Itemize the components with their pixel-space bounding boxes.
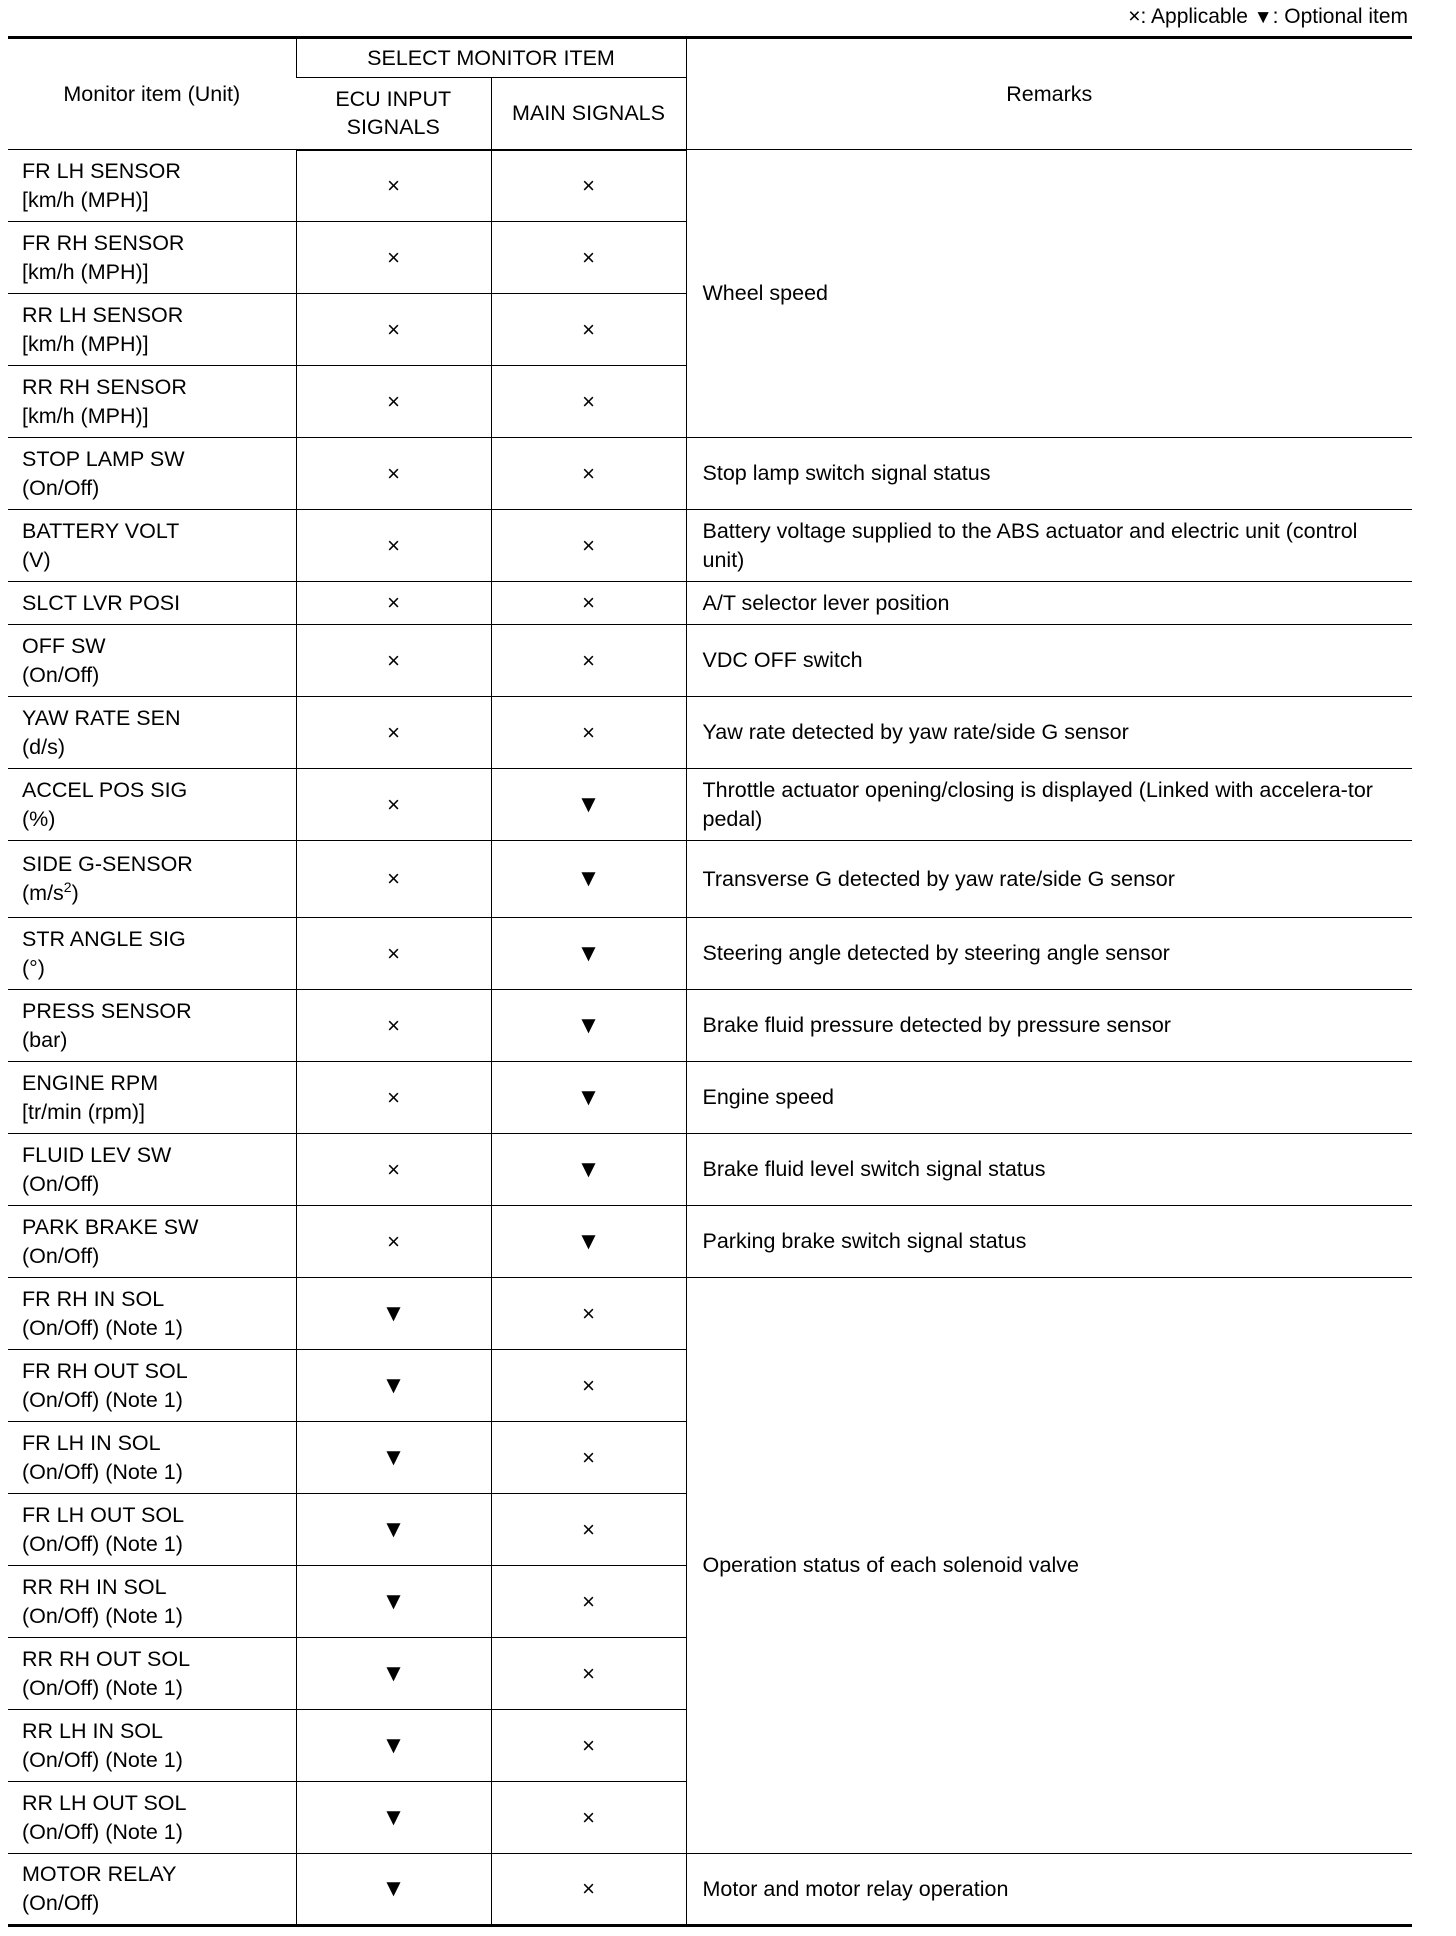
monitor-item-unit: (bar) <box>22 1027 68 1052</box>
monitor-item-unit: (On/Off) (Note 1) <box>22 1459 183 1484</box>
monitor-item-cell <box>8 582 296 625</box>
table-row <box>8 582 1412 625</box>
monitor-item-unit: (On/Off) (Note 1) <box>22 1819 183 1844</box>
ecu-input-mark-cell <box>296 1638 491 1710</box>
table-row <box>8 1062 1412 1134</box>
applicable-icon: × <box>582 172 595 198</box>
monitor-item-unit: (°) <box>22 955 45 980</box>
monitor-item-name: RR RH OUT SOL <box>22 1646 191 1671</box>
remark-cell: Stop lamp switch signal status <box>686 438 1412 510</box>
ecu-input-mark-cell <box>296 697 491 769</box>
monitor-item-unit: [km/h (MPH)] <box>22 187 149 212</box>
main-signals-mark-cell <box>491 625 686 697</box>
applicable-icon: × <box>582 316 595 342</box>
applicable-icon: × <box>387 460 400 486</box>
main-signals-mark-cell <box>491 1278 686 1350</box>
header-remarks: Remarks <box>686 38 1412 150</box>
monitor-item-cell <box>8 625 296 697</box>
remark-cell: Motor and motor relay operation <box>686 1854 1412 1926</box>
main-signals-mark-cell <box>491 769 686 841</box>
monitor-item-cell <box>8 1854 296 1926</box>
applicable-icon: × <box>582 1300 595 1326</box>
monitor-item-table <box>8 36 1412 1927</box>
monitor-item-name: PRESS SENSOR <box>22 998 192 1023</box>
applicable-icon: × <box>582 532 595 558</box>
remark-cell: Parking brake switch signal status <box>686 1206 1412 1278</box>
monitor-item-cell <box>8 1062 296 1134</box>
main-signals-mark-cell <box>491 1134 686 1206</box>
applicable-icon: × <box>387 316 400 342</box>
monitor-item-cell <box>8 1278 296 1350</box>
table-row <box>8 1134 1412 1206</box>
optional-item-icon: ▼ <box>381 1587 406 1615</box>
applicable-icon: × <box>387 719 400 745</box>
optional-item-icon: ▼ <box>576 1155 601 1183</box>
remark-cell: Wheel speed <box>686 150 1412 438</box>
monitor-item-cell <box>8 1350 296 1422</box>
monitor-item-name: FR LH IN SOL <box>22 1430 161 1455</box>
main-signals-mark-cell <box>491 582 686 625</box>
legend <box>8 4 1408 31</box>
applicable-icon: × <box>582 719 595 745</box>
applicable-icon: × <box>582 244 595 270</box>
applicable-icon: × <box>582 1876 595 1901</box>
monitor-item-name: PARK BRAKE SW <box>22 1214 199 1239</box>
ecu-input-mark-cell <box>296 1854 491 1926</box>
monitor-item-unit: (On/Off) (Note 1) <box>22 1315 183 1340</box>
monitor-item-name: MOTOR RELAY <box>22 1862 177 1886</box>
main-signals-mark-cell <box>491 1710 686 1782</box>
table-row <box>8 1206 1412 1278</box>
remark-cell: Brake fluid pressure detected by pressure sensor <box>686 990 1412 1062</box>
optional-item-icon: ▼ <box>381 1443 406 1471</box>
applicable-icon: × <box>387 172 400 198</box>
monitor-item-name: FR LH SENSOR <box>22 158 181 183</box>
monitor-item-cell <box>8 438 296 510</box>
ecu-input-mark-cell <box>296 1206 491 1278</box>
applicable-icon: × <box>387 388 400 414</box>
ecu-input-mark-cell <box>296 1278 491 1350</box>
remark-cell: Battery voltage supplied to the ABS actuator and electric unit (control unit) <box>686 510 1412 582</box>
monitor-item-unit: [tr/min (rpm)] <box>22 1099 146 1124</box>
applicable-icon: × <box>582 1588 595 1614</box>
remark-cell: Brake fluid level switch signal status <box>686 1134 1412 1206</box>
monitor-item-name: BATTERY VOLT <box>22 518 180 543</box>
remark-cell: Throttle actuator opening/closing is displayed (Linked with accelera-tor pedal) <box>686 769 1412 841</box>
table-row <box>8 510 1412 582</box>
monitor-item-cell <box>8 841 296 918</box>
monitor-item-name: YAW RATE SEN <box>22 705 181 730</box>
remark-cell: Transverse G detected by yaw rate/side G sensor <box>686 841 1412 918</box>
applicable-icon: × <box>582 590 595 615</box>
monitor-item-name: OFF SW <box>22 633 106 658</box>
table-body <box>8 150 1412 1926</box>
applicable-icon: × <box>582 1732 595 1758</box>
main-signals-mark-cell <box>491 1494 686 1566</box>
main-signals-mark-cell <box>491 841 686 918</box>
ecu-input-mark-cell <box>296 510 491 582</box>
ecu-input-mark-cell <box>296 1134 491 1206</box>
monitor-item-unit: (V) <box>22 547 51 572</box>
monitor-item-cell <box>8 294 296 366</box>
optional-symbol: ▼ <box>1253 7 1273 28</box>
table-row <box>8 697 1412 769</box>
applicable-icon: × <box>582 1516 595 1542</box>
applicable-icon: × <box>582 388 595 414</box>
optional-item-icon: ▼ <box>576 865 601 892</box>
ecu-input-mark-cell <box>296 625 491 697</box>
monitor-item-unit: (d/s) <box>22 734 65 759</box>
header-main-signals: MAIN SIGNALS <box>491 78 686 150</box>
main-signals-mark-cell <box>491 294 686 366</box>
applicable-icon: × <box>387 1228 400 1254</box>
optional-item-icon: ▼ <box>381 1803 406 1831</box>
monitor-item-name: FR RH IN SOL <box>22 1286 165 1311</box>
main-signals-mark-cell <box>491 1566 686 1638</box>
monitor-item-cell <box>8 1710 296 1782</box>
ecu-input-mark-cell <box>296 438 491 510</box>
remark-cell: Engine speed <box>686 1062 1412 1134</box>
ecu-input-mark-cell <box>296 1782 491 1854</box>
monitor-item-unit: (On/Off) <box>22 1171 100 1196</box>
monitor-item-cell <box>8 697 296 769</box>
main-signals-mark-cell <box>491 1854 686 1926</box>
ecu-input-mark-cell <box>296 294 491 366</box>
header-monitor-item: Monitor item (Unit) <box>8 38 296 150</box>
table-row <box>8 841 1412 918</box>
table-row <box>8 990 1412 1062</box>
main-signals-mark-cell <box>491 150 686 222</box>
monitor-item-unit: (%) <box>22 806 56 831</box>
monitor-item-unit: (On/Off) <box>22 662 100 687</box>
optional-item-icon: ▼ <box>381 1515 406 1543</box>
main-signals-mark-cell <box>491 1782 686 1854</box>
monitor-item-name: STR ANGLE SIG <box>22 926 186 951</box>
remark-cell: Operation status of each solenoid valve <box>686 1278 1412 1854</box>
optional-item-icon: ▼ <box>576 1011 601 1039</box>
optional-item-icon: ▼ <box>381 1371 406 1399</box>
remark-cell: Yaw rate detected by yaw rate/side G sensor <box>686 697 1412 769</box>
monitor-item-cell <box>8 1782 296 1854</box>
monitor-item-cell <box>8 1494 296 1566</box>
monitor-item-cell <box>8 1134 296 1206</box>
applicable-icon: × <box>582 647 595 673</box>
monitor-item-name: FR RH OUT SOL <box>22 1358 188 1383</box>
monitor-item-unit: (On/Off) <box>22 1891 100 1915</box>
monitor-item-unit: [km/h (MPH)] <box>22 259 149 284</box>
ecu-input-mark-cell <box>296 990 491 1062</box>
monitor-item-cell <box>8 1422 296 1494</box>
applicable-icon: × <box>582 1444 595 1470</box>
applicable-icon: × <box>387 1012 400 1038</box>
applicable-icon: × <box>387 866 400 891</box>
ecu-input-mark-cell <box>296 1566 491 1638</box>
applicable-icon: × <box>582 1804 595 1830</box>
optional-item-icon: ▼ <box>576 1227 601 1255</box>
table-row <box>8 769 1412 841</box>
applicable-icon: × <box>387 590 400 615</box>
remark-cell: Steering angle detected by steering angle sensor <box>686 918 1412 990</box>
monitor-item-unit: [km/h (MPH)] <box>22 331 149 356</box>
main-signals-mark-cell <box>491 1638 686 1710</box>
monitor-item-cell <box>8 769 296 841</box>
monitor-item-name: STOP LAMP SW <box>22 446 185 471</box>
monitor-item-unit: $(m/s^2)$ <box>22 878 79 905</box>
monitor-item-cell <box>8 1638 296 1710</box>
monitor-item-cell <box>8 918 296 990</box>
ecu-input-mark-cell <box>296 1350 491 1422</box>
monitor-item-name: FR LH OUT SOL <box>22 1502 185 1527</box>
optional-item-icon: ▼ <box>576 939 601 967</box>
main-signals-mark-cell <box>491 510 686 582</box>
monitor-item-unit: (On/Off) (Note 1) <box>22 1747 183 1772</box>
monitor-item-cell <box>8 510 296 582</box>
ecu-input-mark-cell <box>296 1422 491 1494</box>
table-row <box>8 438 1412 510</box>
monitor-item-name: RR LH IN SOL <box>22 1718 163 1743</box>
optional-item-icon: ▼ <box>576 1083 601 1111</box>
ecu-input-mark-cell <box>296 582 491 625</box>
main-signals-mark-cell <box>491 990 686 1062</box>
monitor-item-cell <box>8 222 296 294</box>
table-row <box>8 150 1412 222</box>
ecu-input-mark-cell <box>296 222 491 294</box>
monitor-item-name: RR LH OUT SOL <box>22 1790 187 1815</box>
optional-text: : Optional item <box>1272 5 1408 28</box>
ecu-input-mark-cell <box>296 1494 491 1566</box>
monitor-item-cell <box>8 150 296 222</box>
header-ecu-input-signals: ECU INPUT SIGNALS <box>296 78 491 150</box>
main-signals-mark-cell <box>491 697 686 769</box>
ecu-input-mark-cell <box>296 150 491 222</box>
table-row <box>8 1278 1412 1350</box>
optional-item-icon: ▼ <box>381 1659 406 1687</box>
monitor-item-cell <box>8 990 296 1062</box>
applicable-text: : Applicable <box>1140 5 1248 28</box>
monitor-item-name: RR LH SENSOR <box>22 302 184 327</box>
monitor-item-cell <box>8 1206 296 1278</box>
applicable-symbol: × <box>1128 5 1141 28</box>
applicable-icon: × <box>582 1660 595 1686</box>
main-signals-mark-cell <box>491 1422 686 1494</box>
applicable-icon: × <box>582 1372 595 1398</box>
applicable-icon: × <box>387 1156 400 1182</box>
monitor-item-name: SIDE G-SENSOR <box>22 852 193 876</box>
main-signals-mark-cell <box>491 438 686 510</box>
monitor-item-name: FLUID LEV SW <box>22 1142 172 1167</box>
applicable-icon: × <box>387 244 400 270</box>
monitor-item-unit: (On/Off) (Note 1) <box>22 1675 183 1700</box>
main-signals-mark-cell <box>491 222 686 294</box>
main-signals-mark-cell <box>491 366 686 438</box>
applicable-icon: × <box>582 460 595 486</box>
applicable-icon: × <box>387 532 400 558</box>
optional-item-icon: ▼ <box>381 1875 406 1902</box>
ecu-input-mark-cell <box>296 769 491 841</box>
ecu-input-mark-cell <box>296 918 491 990</box>
ecu-input-mark-cell <box>296 1062 491 1134</box>
table-row <box>8 625 1412 697</box>
ecu-input-mark-cell <box>296 1710 491 1782</box>
monitor-item-unit: (On/Off) <box>22 1243 100 1268</box>
monitor-item-unit: (On/Off) <box>22 475 100 500</box>
header-select-monitor-item: SELECT MONITOR ITEM <box>296 38 686 78</box>
applicable-icon: × <box>387 791 400 817</box>
monitor-item-unit: (On/Off) (Note 1) <box>22 1531 183 1556</box>
table-row <box>8 1854 1412 1926</box>
monitor-item-unit: (On/Off) (Note 1) <box>22 1603 183 1628</box>
optional-item-icon: ▼ <box>381 1299 406 1327</box>
main-signals-mark-cell <box>491 1350 686 1422</box>
optional-item-icon: ▼ <box>576 790 601 818</box>
table-row <box>8 918 1412 990</box>
main-signals-mark-cell <box>491 918 686 990</box>
monitor-item-unit: (On/Off) (Note 1) <box>22 1387 183 1412</box>
monitor-item-name: RR RH SENSOR <box>22 374 187 399</box>
main-signals-mark-cell <box>491 1206 686 1278</box>
monitor-item-cell <box>8 366 296 438</box>
optional-item-icon: ▼ <box>381 1731 406 1759</box>
monitor-item-cell <box>8 1566 296 1638</box>
monitor-item-name: FR RH SENSOR <box>22 230 185 255</box>
main-signals-mark-cell <box>491 1062 686 1134</box>
monitor-item-name: RR RH IN SOL <box>22 1574 167 1599</box>
monitor-item-unit: [km/h (MPH)] <box>22 403 149 428</box>
monitor-item-name: ACCEL POS SIG <box>22 777 188 802</box>
applicable-icon: × <box>387 1084 400 1110</box>
ecu-input-mark-cell <box>296 841 491 918</box>
monitor-item-name: SLCT LVR POSI <box>22 590 181 615</box>
remark-cell: A/T selector lever position <box>686 582 1412 625</box>
applicable-icon: × <box>387 647 400 673</box>
monitor-item-name: ENGINE RPM <box>22 1070 159 1095</box>
ecu-input-mark-cell <box>296 366 491 438</box>
applicable-icon: × <box>387 940 400 966</box>
remark-cell: VDC OFF switch <box>686 625 1412 697</box>
